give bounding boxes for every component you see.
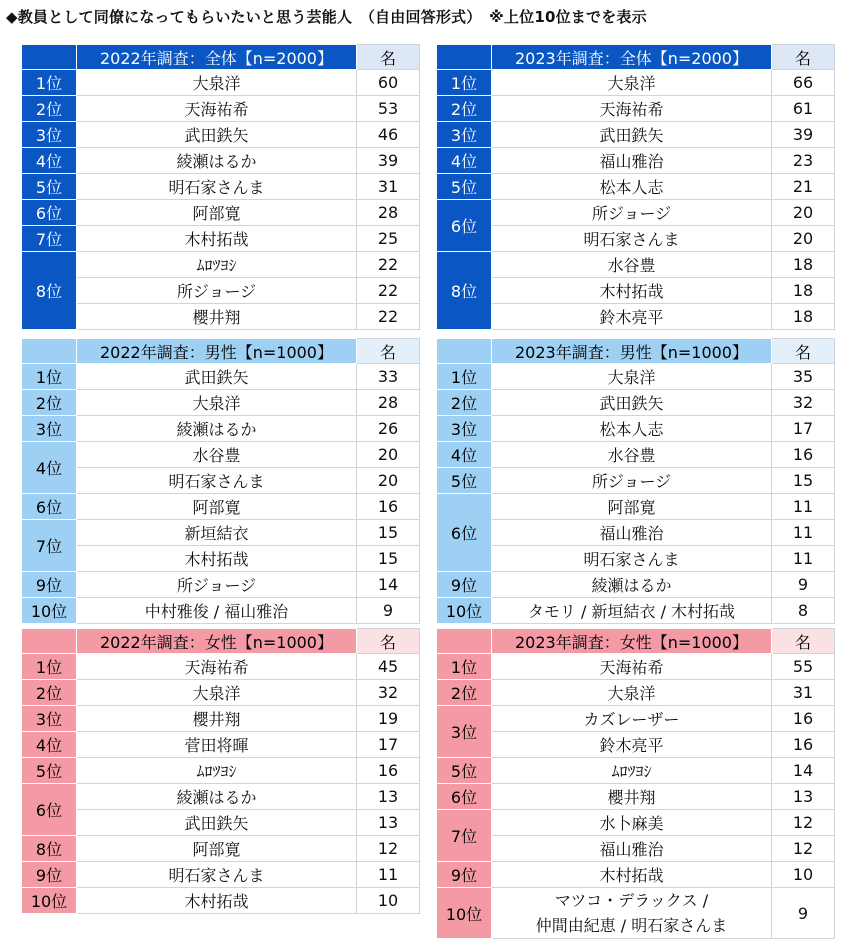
name-cell: 木村拓哉 <box>77 888 357 914</box>
name-cell: 福山雅治 <box>492 520 772 546</box>
count-cell: 14 <box>772 758 835 784</box>
table-row <box>22 494 420 520</box>
rank-cell: 10位 <box>22 888 77 914</box>
count-cell: 13 <box>772 784 835 810</box>
table-row <box>22 252 420 278</box>
name-cell: 明石家さんま <box>77 468 357 494</box>
count-cell: 15 <box>357 520 420 546</box>
count-column-label: 名 <box>772 45 835 70</box>
table-row <box>437 390 835 416</box>
table-header-row <box>22 339 420 364</box>
rank-cell: 9位 <box>22 572 77 598</box>
name-cell: 阿部寛 <box>77 494 357 520</box>
rank-cell: 5位 <box>22 174 77 200</box>
count-cell: 16 <box>772 442 835 468</box>
rank-cell: 2位 <box>22 680 77 706</box>
count-cell: 39 <box>772 122 835 148</box>
count-cell: 32 <box>357 680 420 706</box>
name-cell: ﾑﾛﾂﾖｼ <box>492 758 772 784</box>
name-cell: 大泉洋 <box>492 364 772 390</box>
name-cell: タモリ / 新垣結衣 / 木村拓哉 <box>492 598 772 624</box>
table-title: 2022年調査：女性【n=1000】 <box>77 629 357 654</box>
ranking-table-2023-male <box>436 338 835 624</box>
name-cell: 所ジョージ <box>492 468 772 494</box>
name-cell: 木村拓哉 <box>492 278 772 304</box>
name-cell: 天海祐希 <box>492 654 772 680</box>
table-row <box>437 836 835 862</box>
table-title: 2023年調査：女性【n=1000】 <box>492 629 772 654</box>
rank-cell: 2位 <box>437 96 492 122</box>
rank-cell: 4位 <box>22 732 77 758</box>
count-column-label: 名 <box>357 339 420 364</box>
table-row <box>22 278 420 304</box>
ranking-table <box>436 44 835 330</box>
count-cell: 12 <box>772 836 835 862</box>
name-cell: 大泉洋 <box>492 680 772 706</box>
rank-cell: 6位 <box>437 784 492 810</box>
table-row <box>437 304 835 330</box>
rank-cell: 2位 <box>22 390 77 416</box>
name-cell: 阿部寛 <box>77 836 357 862</box>
rank-cell: 4位 <box>22 442 77 494</box>
ranking-table-2022-total <box>21 44 420 330</box>
ranking-table-2023-female <box>436 628 835 939</box>
name-line: 仲間由紀恵 / 明石家さんま <box>535 916 728 935</box>
count-cell: 35 <box>772 364 835 390</box>
name-cell: 天海祐希 <box>77 654 357 680</box>
name-cell: 綾瀬はるか <box>77 148 357 174</box>
ranking-table-2022-female <box>21 628 420 914</box>
count-cell: 18 <box>772 252 835 278</box>
table-row <box>22 810 420 836</box>
count-cell: 12 <box>357 836 420 862</box>
ranking-table <box>436 628 835 939</box>
count-column-label: 名 <box>772 339 835 364</box>
count-cell: 28 <box>357 390 420 416</box>
count-cell: 33 <box>357 364 420 390</box>
name-cell: 菅田将暉 <box>77 732 357 758</box>
name-cell: 水谷豊 <box>492 442 772 468</box>
table-row <box>22 572 420 598</box>
name-cell: 所ジョージ <box>77 572 357 598</box>
table-row <box>437 148 835 174</box>
table-row <box>437 468 835 494</box>
count-cell: 32 <box>772 390 835 416</box>
count-cell: 20 <box>772 200 835 226</box>
name-cell: 大泉洋 <box>77 680 357 706</box>
count-cell: 11 <box>357 862 420 888</box>
count-cell: 28 <box>357 200 420 226</box>
table-row <box>437 494 835 520</box>
count-cell: 45 <box>357 654 420 680</box>
name-line: マツコ・デラックス / <box>554 891 709 910</box>
count-cell: 55 <box>772 654 835 680</box>
name-cell: ﾑﾛﾂﾖｼ <box>77 758 357 784</box>
table-row <box>22 836 420 862</box>
count-cell: 20 <box>772 226 835 252</box>
name-cell: 武田鉄矢 <box>77 810 357 836</box>
name-cell: 木村拓哉 <box>77 546 357 572</box>
table-title: 2023年調査：全体【n=2000】 <box>492 45 772 70</box>
table-row <box>22 416 420 442</box>
table-row <box>22 862 420 888</box>
name-cell: 天海祐希 <box>492 96 772 122</box>
count-cell: 20 <box>357 468 420 494</box>
table-row <box>22 364 420 390</box>
rank-cell: 1位 <box>437 654 492 680</box>
header-blank-cell <box>437 339 492 364</box>
count-cell: 31 <box>357 174 420 200</box>
count-cell: 12 <box>772 810 835 836</box>
table-row <box>22 598 420 624</box>
name-cell: 明石家さんま <box>492 226 772 252</box>
name-cell: 大泉洋 <box>492 70 772 96</box>
table-row <box>437 364 835 390</box>
rank-cell: 3位 <box>22 706 77 732</box>
table-row <box>22 390 420 416</box>
rank-cell: 7位 <box>22 226 77 252</box>
ranking-table <box>21 44 420 330</box>
name-cell <box>492 888 772 939</box>
table-row <box>437 888 835 939</box>
ranking-table <box>21 628 420 914</box>
table-row <box>437 96 835 122</box>
table-row <box>437 810 835 836</box>
count-cell: 13 <box>357 810 420 836</box>
table-row <box>22 654 420 680</box>
count-cell: 17 <box>357 732 420 758</box>
name-cell: 武田鉄矢 <box>77 122 357 148</box>
count-column-label: 名 <box>357 45 420 70</box>
count-cell: 11 <box>772 546 835 572</box>
count-cell: 22 <box>357 304 420 330</box>
header-blank-cell <box>22 45 77 70</box>
name-cell: 明石家さんま <box>492 546 772 572</box>
name-cell: 武田鉄矢 <box>492 390 772 416</box>
table-row <box>437 416 835 442</box>
name-cell: 中村雅俊 / 福山雅治 <box>77 598 357 624</box>
table-row <box>437 654 835 680</box>
rank-cell: 6位 <box>22 200 77 226</box>
count-cell: 22 <box>357 278 420 304</box>
rank-cell: 1位 <box>22 70 77 96</box>
table-row <box>437 520 835 546</box>
count-cell: 21 <box>772 174 835 200</box>
name-cell: 阿部寛 <box>77 200 357 226</box>
table-row <box>22 468 420 494</box>
rank-cell: 8位 <box>22 252 77 330</box>
table-header-row <box>437 45 835 70</box>
table-row <box>437 572 835 598</box>
name-cell: 武田鉄矢 <box>492 122 772 148</box>
rank-cell: 4位 <box>22 148 77 174</box>
ranking-table <box>21 338 420 624</box>
count-cell: 18 <box>772 304 835 330</box>
table-row <box>22 148 420 174</box>
count-cell: 15 <box>357 546 420 572</box>
name-cell: 櫻井翔 <box>77 706 357 732</box>
rank-cell: 8位 <box>437 252 492 330</box>
rank-cell: 6位 <box>437 200 492 252</box>
table-row <box>437 784 835 810</box>
ranking-table-2022-male <box>21 338 420 624</box>
table-row <box>437 122 835 148</box>
count-cell: 46 <box>357 122 420 148</box>
rank-cell: 6位 <box>437 494 492 572</box>
rank-cell: 5位 <box>437 468 492 494</box>
table-row <box>437 200 835 226</box>
rank-cell: 1位 <box>437 364 492 390</box>
table-row <box>437 70 835 96</box>
count-cell: 13 <box>357 784 420 810</box>
count-cell: 11 <box>772 494 835 520</box>
name-cell: 所ジョージ <box>492 200 772 226</box>
count-column-label: 名 <box>772 629 835 654</box>
header-blank-cell <box>437 45 492 70</box>
table-row <box>437 680 835 706</box>
table-row <box>22 784 420 810</box>
name-cell: 所ジョージ <box>77 278 357 304</box>
count-cell: 16 <box>772 732 835 758</box>
name-cell: 松本人志 <box>492 416 772 442</box>
table-header-row <box>437 629 835 654</box>
rank-cell: 2位 <box>22 96 77 122</box>
name-cell: 櫻井翔 <box>492 784 772 810</box>
table-row <box>437 442 835 468</box>
count-cell: 9 <box>772 888 835 939</box>
name-cell: 天海祐希 <box>77 96 357 122</box>
count-cell: 8 <box>772 598 835 624</box>
table-row <box>437 598 835 624</box>
name-cell: 明石家さんま <box>77 174 357 200</box>
table-row <box>437 252 835 278</box>
table-row <box>22 680 420 706</box>
count-cell: 20 <box>357 442 420 468</box>
header-blank-cell <box>22 629 77 654</box>
count-cell: 11 <box>772 520 835 546</box>
name-cell: 木村拓哉 <box>492 862 772 888</box>
rank-cell: 7位 <box>22 520 77 572</box>
count-cell: 66 <box>772 70 835 96</box>
header-blank-cell <box>22 339 77 364</box>
table-title: 2023年調査：男性【n=1000】 <box>492 339 772 364</box>
name-cell: 明石家さんま <box>77 862 357 888</box>
count-cell: 17 <box>772 416 835 442</box>
name-cell: 鈴木亮平 <box>492 304 772 330</box>
name-cell: 水谷豊 <box>77 442 357 468</box>
name-cell: 木村拓哉 <box>77 226 357 252</box>
rank-cell: 10位 <box>437 888 492 939</box>
rank-cell: 3位 <box>22 122 77 148</box>
name-cell: 鈴木亮平 <box>492 732 772 758</box>
table-row <box>437 862 835 888</box>
table-row <box>437 706 835 732</box>
rank-cell: 6位 <box>22 494 77 520</box>
count-cell: 23 <box>772 148 835 174</box>
count-cell: 19 <box>357 706 420 732</box>
table-row <box>22 96 420 122</box>
rank-cell: 3位 <box>437 416 492 442</box>
table-row <box>22 520 420 546</box>
table-row <box>22 122 420 148</box>
table-header-row <box>22 629 420 654</box>
rank-cell: 9位 <box>437 572 492 598</box>
table-header-row <box>437 339 835 364</box>
rank-cell: 3位 <box>437 122 492 148</box>
rank-cell: 6位 <box>22 784 77 836</box>
name-cell: 大泉洋 <box>77 70 357 96</box>
count-cell: 10 <box>772 862 835 888</box>
name-cell: 水谷豊 <box>492 252 772 278</box>
name-cell: 福山雅治 <box>492 148 772 174</box>
name-cell: 大泉洋 <box>77 390 357 416</box>
table-row <box>437 278 835 304</box>
rank-cell: 5位 <box>437 758 492 784</box>
table-row <box>22 442 420 468</box>
count-cell: 9 <box>772 572 835 598</box>
rank-cell: 3位 <box>22 416 77 442</box>
name-cell: 綾瀬はるか <box>77 416 357 442</box>
rank-cell: 9位 <box>22 862 77 888</box>
name-cell: ﾑﾛﾂﾖｼ <box>77 252 357 278</box>
page-title: ◆教員として同僚になってもらいたいと思う芸能人 （自由回答形式） ※上位10位までを表示 <box>6 8 647 26</box>
table-row <box>22 546 420 572</box>
rank-cell: 4位 <box>437 148 492 174</box>
ranking-table <box>436 338 835 624</box>
header-blank-cell <box>437 629 492 654</box>
count-cell: 31 <box>772 680 835 706</box>
count-column-label: 名 <box>357 629 420 654</box>
table-row <box>22 70 420 96</box>
table-row <box>22 174 420 200</box>
count-cell: 16 <box>357 494 420 520</box>
name-cell: カズレーザー <box>492 706 772 732</box>
count-cell: 18 <box>772 278 835 304</box>
table-row <box>22 732 420 758</box>
count-cell: 16 <box>772 706 835 732</box>
count-cell: 10 <box>357 888 420 914</box>
rank-cell: 1位 <box>22 364 77 390</box>
table-row <box>22 706 420 732</box>
count-cell: 16 <box>357 758 420 784</box>
table-row <box>22 226 420 252</box>
count-cell: 53 <box>357 96 420 122</box>
rank-cell: 2位 <box>437 390 492 416</box>
name-cell: 新垣結衣 <box>77 520 357 546</box>
name-cell: 阿部寛 <box>492 494 772 520</box>
rank-cell: 10位 <box>437 598 492 624</box>
table-row <box>437 174 835 200</box>
count-cell: 60 <box>357 70 420 96</box>
table-header-row <box>22 45 420 70</box>
table-row <box>22 888 420 914</box>
rank-cell: 5位 <box>437 174 492 200</box>
rank-cell: 3位 <box>437 706 492 758</box>
name-cell: 櫻井翔 <box>77 304 357 330</box>
name-cell: 松本人志 <box>492 174 772 200</box>
rank-cell: 1位 <box>437 70 492 96</box>
rank-cell: 10位 <box>22 598 77 624</box>
rank-cell: 8位 <box>22 836 77 862</box>
name-cell: 綾瀬はるか <box>492 572 772 598</box>
name-cell: 綾瀬はるか <box>77 784 357 810</box>
table-title: 2022年調査：男性【n=1000】 <box>77 339 357 364</box>
count-cell: 61 <box>772 96 835 122</box>
table-row <box>437 732 835 758</box>
count-cell: 14 <box>357 572 420 598</box>
table-row <box>22 304 420 330</box>
count-cell: 26 <box>357 416 420 442</box>
rank-cell: 5位 <box>22 758 77 784</box>
ranking-table-2023-total <box>436 44 835 330</box>
name-cell: 水卜麻美 <box>492 810 772 836</box>
count-cell: 39 <box>357 148 420 174</box>
table-row <box>22 758 420 784</box>
table-row <box>437 226 835 252</box>
count-cell: 25 <box>357 226 420 252</box>
table-row <box>437 546 835 572</box>
name-cell: 武田鉄矢 <box>77 364 357 390</box>
count-cell: 22 <box>357 252 420 278</box>
count-cell: 9 <box>357 598 420 624</box>
rank-cell: 9位 <box>437 862 492 888</box>
rank-cell: 1位 <box>22 654 77 680</box>
count-cell: 15 <box>772 468 835 494</box>
table-row <box>22 200 420 226</box>
rank-cell: 2位 <box>437 680 492 706</box>
name-cell: 福山雅治 <box>492 836 772 862</box>
rank-cell: 4位 <box>437 442 492 468</box>
rank-cell: 7位 <box>437 810 492 862</box>
table-row <box>437 758 835 784</box>
table-title: 2022年調査：全体【n=2000】 <box>77 45 357 70</box>
